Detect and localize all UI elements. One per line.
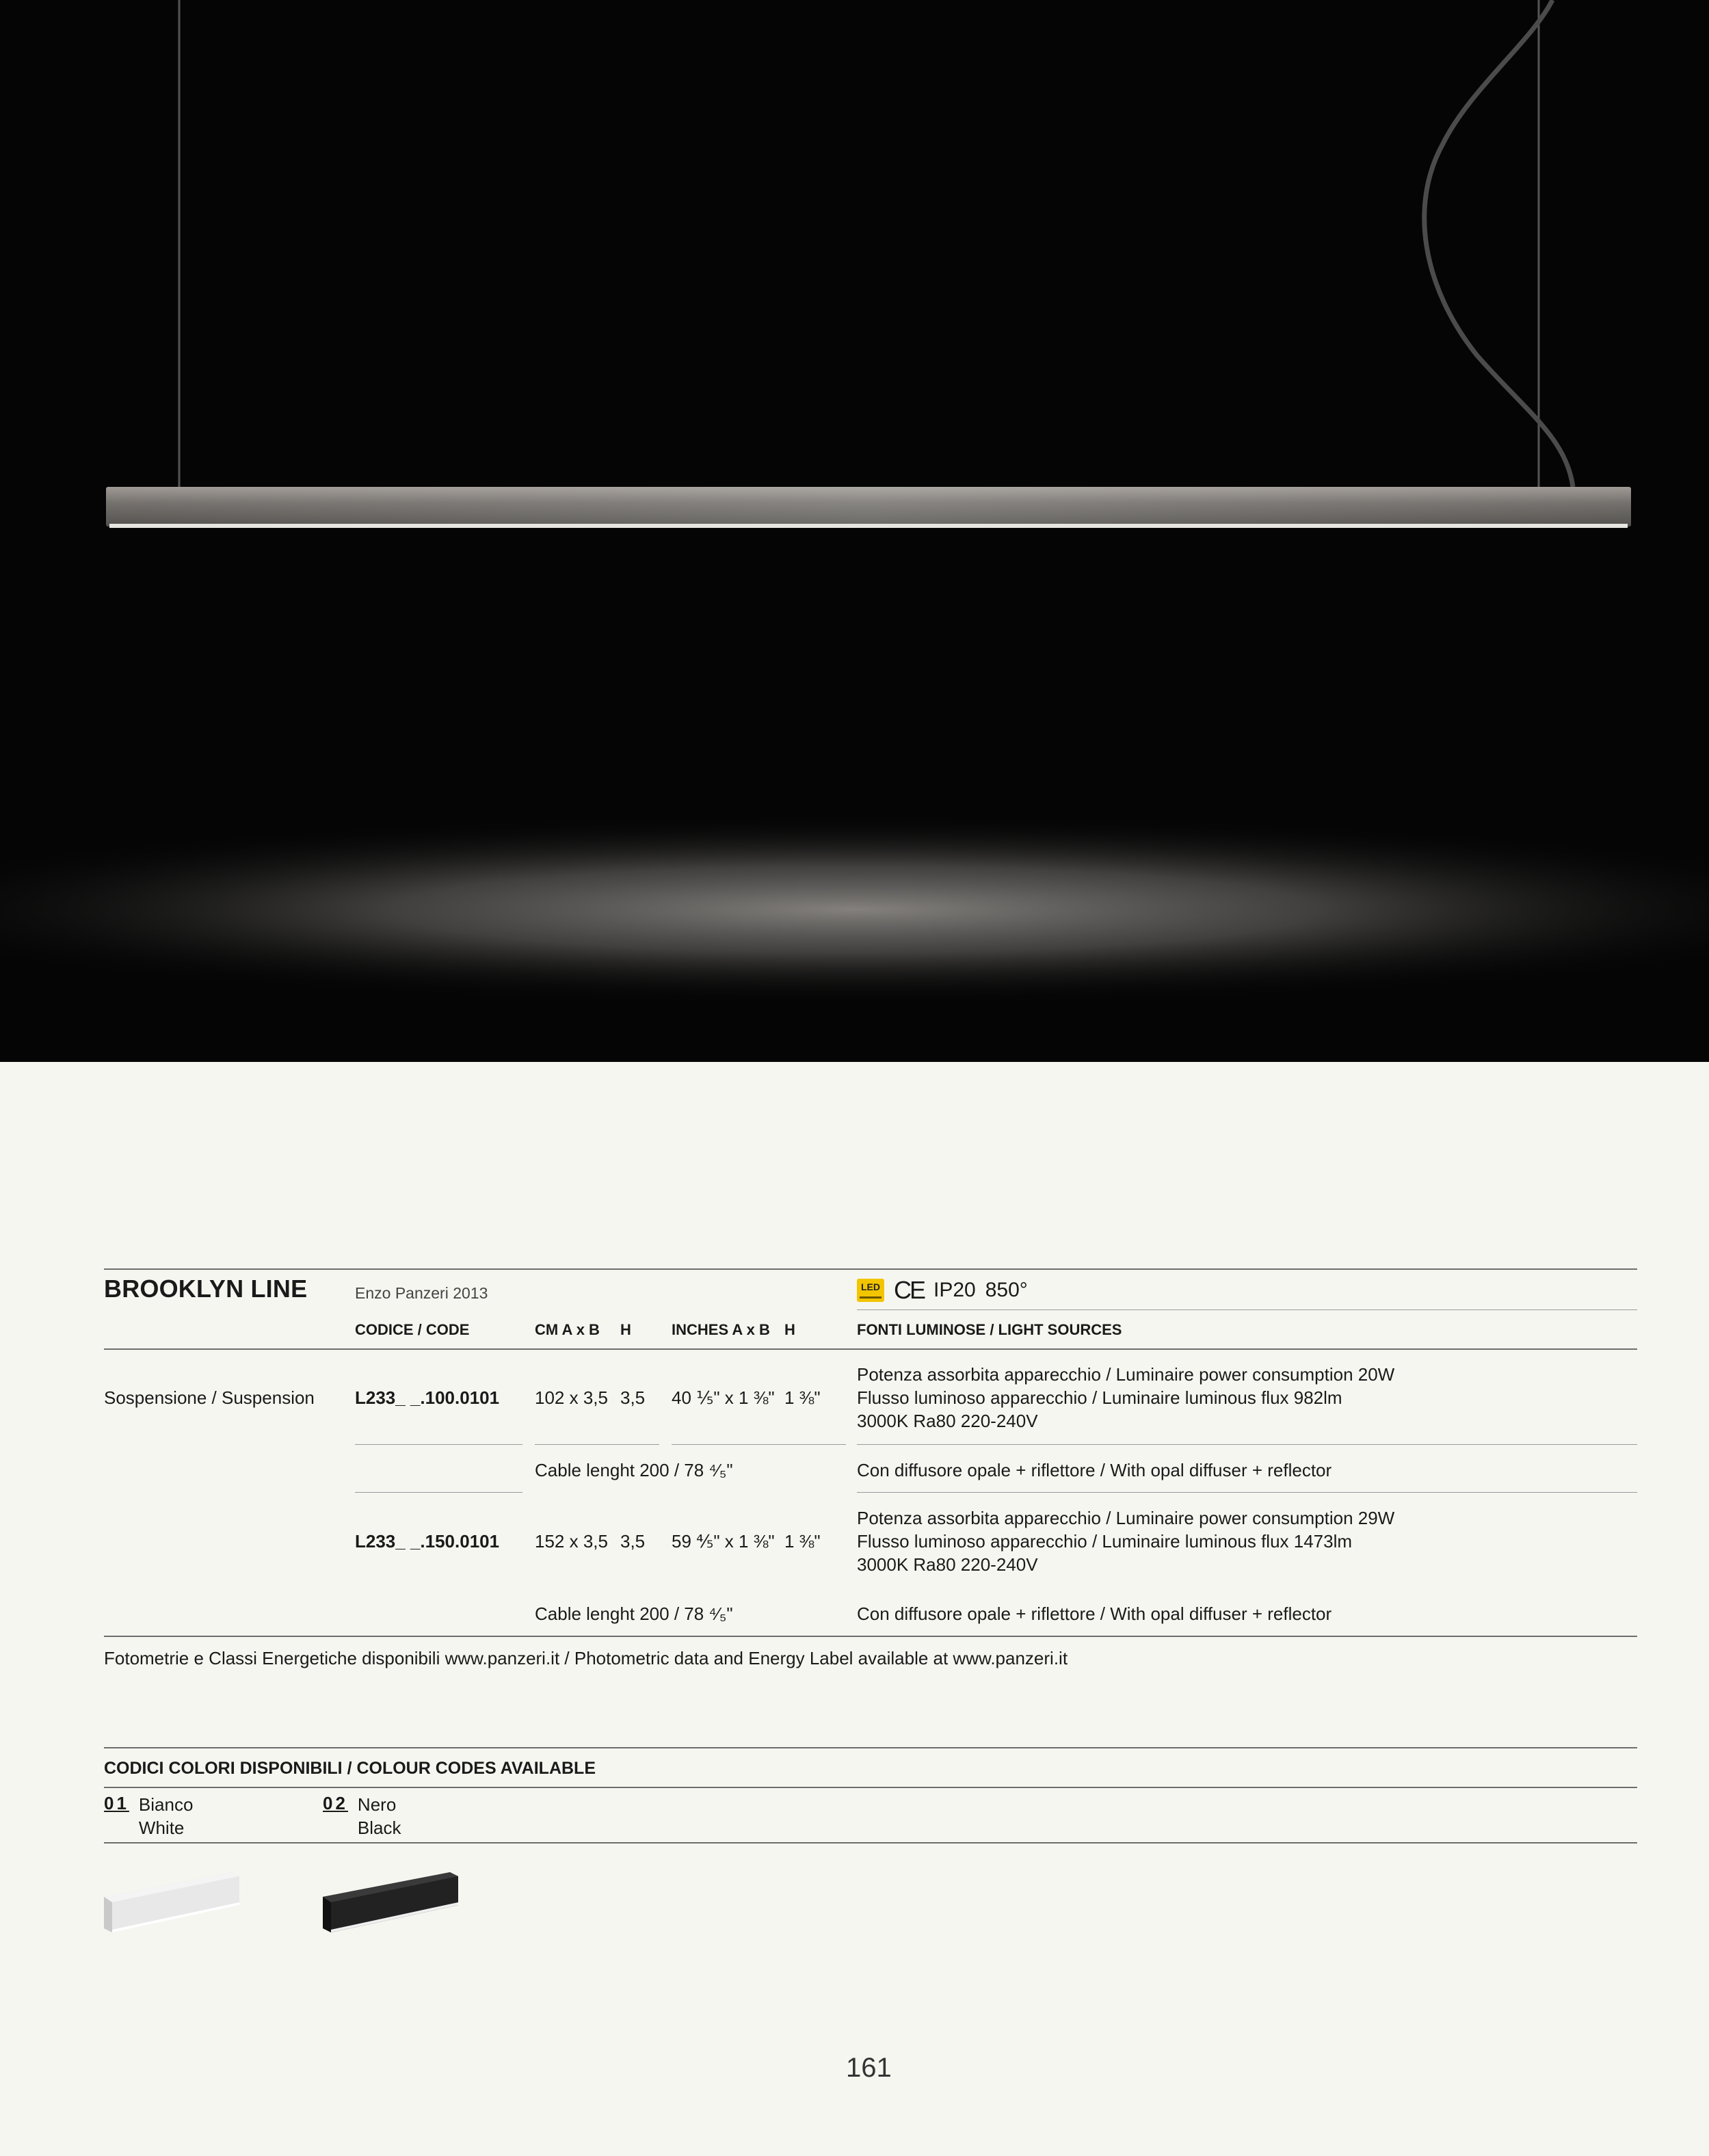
colours-top-rule	[104, 1747, 1637, 1748]
designer-credit: Enzo Panzeri 2013	[355, 1284, 488, 1302]
header-code: CODICE / CODE	[355, 1321, 470, 1338]
row1-flux: Flusso luminoso apparecchio / Luminaire luminous flux 982lm	[857, 1387, 1342, 1408]
black-finish-swatch-image	[321, 1867, 465, 1942]
colour-name-en: Black	[357, 1818, 401, 1838]
cert-rule	[857, 1309, 1637, 1310]
row1b-rule-code	[355, 1492, 522, 1493]
row2-inches: 59 ⅘" x 1 ⅜"	[672, 1531, 775, 1552]
row1-power: Potenza assorbita apparecchio / Luminaire power consumption 20W	[857, 1364, 1395, 1385]
row2-cable: Cable lenght 200 / 78 ⁴⁄₅"	[535, 1603, 733, 1624]
row1-spec: 3000K Ra80 220-240V	[857, 1411, 1038, 1431]
row1-rule-inches	[672, 1444, 846, 1445]
glow-wire-temperature: 850°	[985, 1279, 1028, 1301]
header-rule	[104, 1348, 1637, 1350]
header-inches-h: H	[784, 1321, 795, 1338]
row2-cm: 152 x 3,5	[535, 1531, 608, 1552]
photometric-footnote: Fotometrie e Classi Energetiche disponibili www.panzeri.it / Photometric data and Energy Label available at www.panzeri.it	[104, 1648, 1068, 1668]
row2-cm-h: 3,5	[620, 1531, 646, 1552]
row1-rule-sources	[857, 1444, 1637, 1445]
header-light-sources: FONTI LUMINOSE / LIGHT SOURCES	[857, 1321, 1122, 1338]
suspension-lamp-illustration	[0, 0, 1709, 1062]
page-number: 161	[846, 2053, 892, 2083]
row1b-rule-sources	[857, 1492, 1637, 1493]
colour-name-en: White	[138, 1818, 185, 1838]
colour-name-it: Nero	[357, 1794, 397, 1815]
product-title: BROOKLYN LINE	[104, 1275, 308, 1303]
row2-code: L233_ _.150.0101	[355, 1531, 500, 1552]
row1-inches-h: 1 ⅜"	[784, 1387, 821, 1408]
row1-cm: 102 x 3,5	[535, 1387, 608, 1408]
row1-cm-h: 3,5	[620, 1387, 646, 1408]
colour-code: 01	[104, 1793, 129, 1813]
table-top-rule	[104, 1268, 1637, 1270]
row2-power: Potenza assorbita apparecchio / Luminaire power consumption 29W	[857, 1508, 1395, 1528]
row1-diffuser: Con diffusore opale + riflettore / With opal diffuser + reflector	[857, 1460, 1332, 1480]
type-label: Sospensione / Suspension	[104, 1387, 315, 1408]
white-finish-swatch-image	[103, 1867, 246, 1942]
table-bottom-rule	[104, 1636, 1637, 1637]
led-icon: LED	[857, 1279, 884, 1302]
row1-cable: Cable lenght 200 / 78 ⁴⁄₅"	[535, 1460, 733, 1480]
row2-diffuser: Con diffusore opale + riflettore / With opal diffuser + reflector	[857, 1603, 1332, 1624]
colours-mid-rule	[104, 1787, 1637, 1788]
header-inches: INCHES A x B	[672, 1321, 770, 1338]
ce-mark-icon: CE	[894, 1276, 925, 1304]
header-cm: CM A x B	[535, 1321, 600, 1338]
product-photo	[0, 0, 1709, 1062]
colour-item-white	[104, 1793, 193, 1839]
certification-icons	[857, 1276, 1028, 1305]
row2-flux: Flusso luminoso apparecchio / Luminaire luminous flux 1473lm	[857, 1531, 1353, 1552]
colour-code: 02	[323, 1793, 348, 1813]
colour-item-black	[323, 1793, 401, 1839]
ip-rating: IP20	[933, 1279, 976, 1301]
header-cm-h: H	[620, 1321, 631, 1338]
colours-heading: CODICI COLORI DISPONIBILI / COLOUR CODES AVAILABLE	[104, 1759, 596, 1778]
row2-inches-h: 1 ⅜"	[784, 1531, 821, 1552]
row1-rule-code	[355, 1444, 522, 1445]
row1-inches: 40 ⅕" x 1 ⅜"	[672, 1387, 775, 1408]
row2-spec: 3000K Ra80 220-240V	[857, 1554, 1038, 1575]
row1-code: L233_ _.100.0101	[355, 1387, 500, 1408]
row1-rule-cm	[535, 1444, 659, 1445]
colours-bottom-rule	[104, 1842, 1637, 1844]
colour-name-it: Bianco	[138, 1794, 194, 1815]
